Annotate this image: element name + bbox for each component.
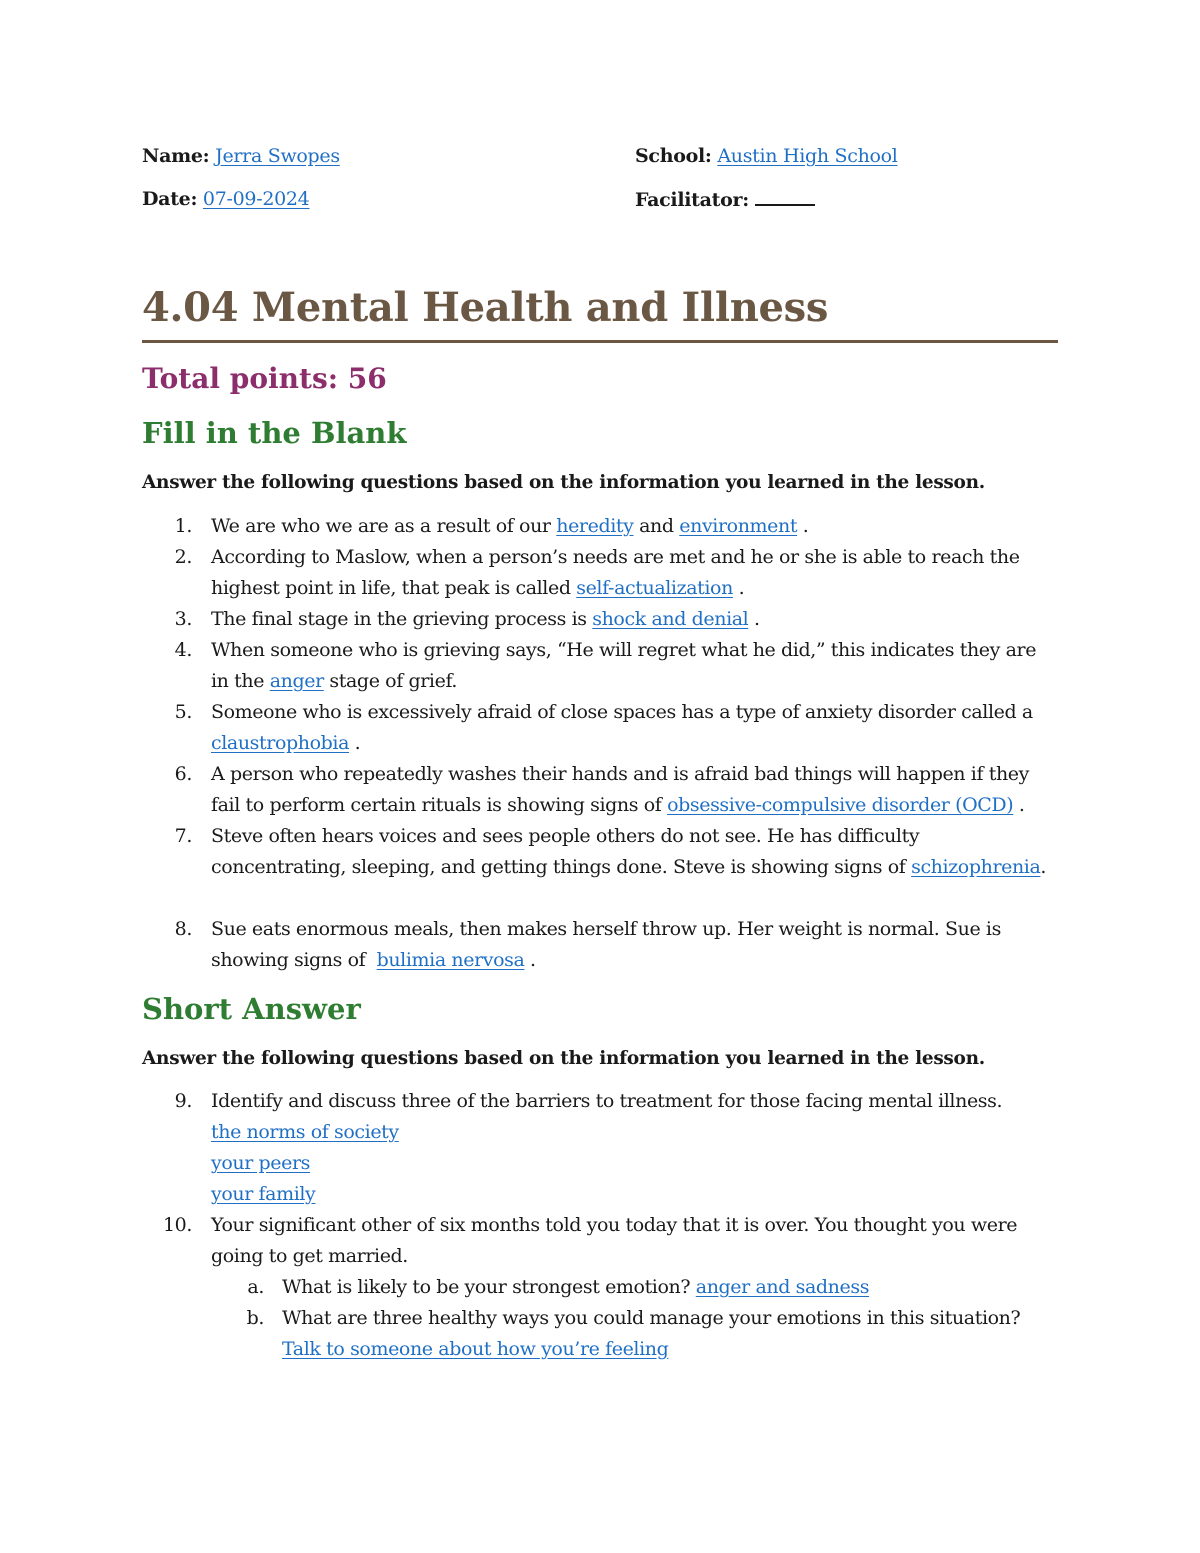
date-label: Date:	[142, 188, 198, 210]
question-1	[142, 511, 1060, 542]
section-heading-fill-in: Fill in the Blank	[142, 416, 407, 450]
question-text: Steve often hears voices and sees people others do not see. He has difficulty concentrating, sleeping, and getting things done. Steve is showing signs of	[211, 825, 920, 878]
question-text: and	[633, 515, 680, 537]
question-10a	[142, 1272, 1060, 1303]
answer-environment[interactable]: environment	[679, 515, 798, 537]
question-number: 9.	[174, 1090, 192, 1112]
question-number: 5.	[174, 701, 192, 723]
answer-claustrophobia[interactable]: claustrophobia	[211, 732, 349, 754]
question-text: .	[524, 949, 536, 971]
question-number: 2.	[174, 546, 192, 568]
fill-in-instructions: Answer the following questions based on the information you learned in the lesson.	[142, 472, 985, 493]
facilitator-label: Facilitator:	[635, 189, 749, 211]
date-field	[142, 186, 309, 212]
question-number: 3.	[174, 608, 192, 630]
answer-heredity[interactable]: heredity	[556, 515, 634, 537]
total-points: Total points: 56	[142, 362, 387, 395]
facilitator-blank[interactable]	[755, 186, 815, 206]
question-text: The final stage in the grieving process is	[211, 608, 593, 630]
question-6	[142, 759, 1060, 821]
question-number: 7.	[174, 825, 192, 847]
answer-self-actualization[interactable]: self-actualization	[576, 577, 733, 599]
sub-question-letter: b.	[246, 1307, 264, 1329]
question-text: A person who repeatedly washes their hands and is afraid bad things will happen if they fail to perform certain rituals is showing signs of	[211, 763, 1029, 816]
answer-talk-to-someone[interactable]: Talk to someone about how you’re feeling	[282, 1338, 669, 1360]
answer-norms-of-society[interactable]: the norms of society	[211, 1121, 399, 1143]
section-heading-short-answer: Short Answer	[142, 992, 361, 1026]
sub-question-text: What are three healthy ways you could manage your emotions in this situation?	[282, 1307, 1021, 1329]
name-value[interactable]: Jerra Swopes	[215, 145, 340, 167]
question-text: We are who we are as a result of our	[211, 515, 557, 537]
question-4	[142, 635, 1060, 697]
answer-bulimia-nervosa[interactable]: bulimia nervosa	[376, 949, 525, 971]
question-text: .	[797, 515, 809, 537]
answer-your-family[interactable]: your family	[211, 1183, 316, 1205]
question-text: Your significant other of six months told you today that it is over. You thought you were going to get married.	[211, 1214, 1018, 1267]
question-2	[142, 542, 1060, 604]
question-text: Someone who is excessively afraid of close spaces has a type of anxiety disorder called a	[211, 701, 1033, 723]
question-9	[142, 1086, 1060, 1210]
page-title: 4.04 Mental Health and Illness	[142, 284, 829, 331]
question-text: .	[732, 577, 745, 599]
answer-ocd[interactable]: obsessive-compulsive disorder (OCD)	[667, 794, 1014, 816]
question-number: 8.	[174, 918, 192, 940]
sub-question-letter: a.	[247, 1276, 264, 1298]
facilitator-field	[635, 186, 815, 213]
question-text: .	[748, 608, 760, 630]
name-label: Name:	[142, 145, 210, 167]
sub-question-text: What is likely to be your strongest emotion?	[282, 1276, 696, 1298]
question-3	[142, 604, 1060, 635]
question-text: stage of grief.	[323, 670, 458, 692]
answer-shock-and-denial[interactable]: shock and denial	[592, 608, 749, 630]
question-5	[142, 697, 1060, 759]
answer-schizophrenia[interactable]: schizophrenia	[911, 856, 1041, 878]
question-text: When someone who is grieving says, “He will regret what he did,” this indicates they are in the	[211, 639, 1037, 692]
question-text: .	[1013, 794, 1025, 816]
question-number: 1.	[174, 515, 192, 537]
question-10b	[142, 1303, 1060, 1365]
school-label: School:	[635, 145, 712, 167]
answer-anger-and-sadness[interactable]: anger and sadness	[695, 1276, 870, 1298]
question-8	[142, 914, 1060, 976]
question-7	[142, 821, 1060, 883]
title-divider	[142, 340, 1058, 343]
question-text: According to Maslow, when a person’s needs are met and he or she is able to reach the highest point in life, that peak is called	[211, 546, 1020, 599]
question-10	[142, 1210, 1060, 1272]
school-value[interactable]: Austin High School	[717, 145, 898, 167]
date-value[interactable]: 07-09-2024	[202, 188, 310, 210]
question-number: 10.	[162, 1214, 192, 1236]
school-field	[635, 143, 898, 169]
question-text: Identify and discuss three of the barriers to treatment for those facing mental illness.	[211, 1090, 1003, 1112]
question-text: .	[349, 732, 361, 754]
question-number: 4.	[174, 639, 192, 661]
answer-anger[interactable]: anger	[269, 670, 324, 692]
question-text: .	[1040, 856, 1047, 878]
answer-your-peers[interactable]: your peers	[211, 1152, 311, 1174]
question-number: 6.	[174, 763, 192, 785]
question-text: Sue eats enormous meals, then makes herself throw up. Her weight is normal. Sue is showing signs of	[211, 918, 1007, 971]
name-field	[142, 143, 340, 169]
short-answer-instructions: Answer the following questions based on the information you learned in the lesson.	[142, 1048, 985, 1069]
